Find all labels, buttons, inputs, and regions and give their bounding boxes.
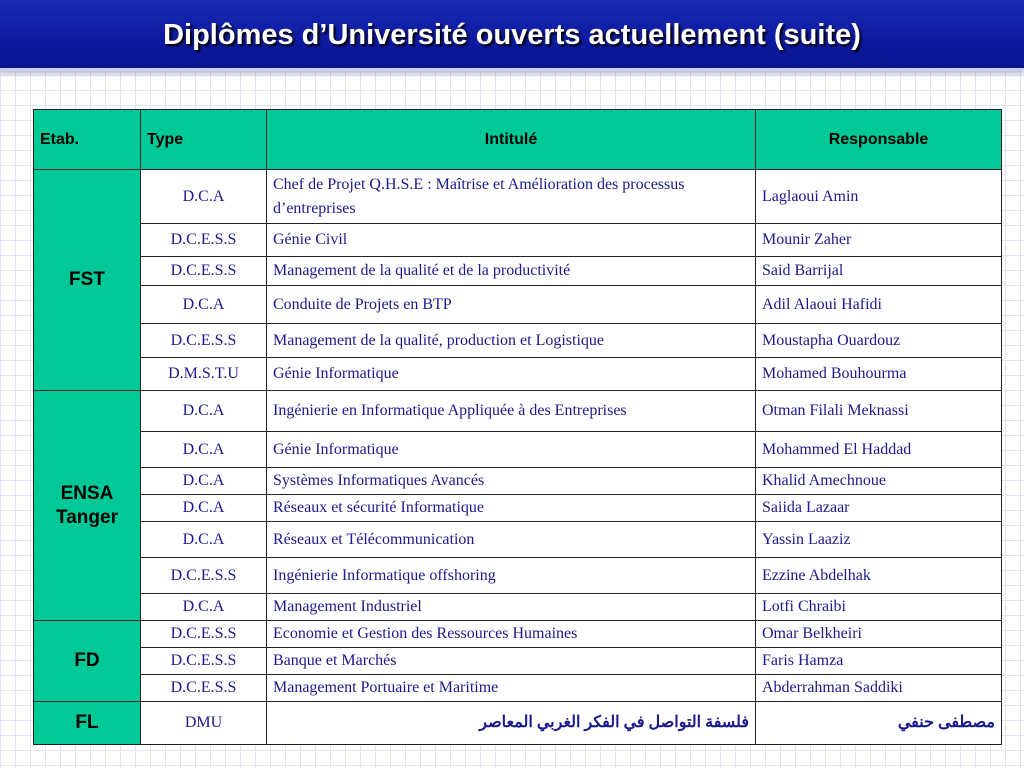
responsable-cell: Omar Belkheiri xyxy=(756,621,1002,648)
responsable-cell: Abderrahman Saddiki xyxy=(756,675,1002,702)
type-cell: D.C.A xyxy=(141,495,267,522)
intitule-cell: Réseaux et Télécommunication xyxy=(267,522,756,558)
diplomas-table xyxy=(33,109,1002,745)
responsable-cell: Saiida Lazaar xyxy=(756,495,1002,522)
type-cell: D.C.A xyxy=(141,391,267,432)
type-cell: D.C.A xyxy=(141,594,267,621)
header-type: Type xyxy=(141,110,267,170)
intitule-cell: Génie Informatique xyxy=(267,432,756,468)
type-cell: D.C.E.S.S xyxy=(141,224,267,257)
etab-cell-ensa-tanger: ENSA Tanger xyxy=(34,391,141,621)
responsable-cell: Said Barrijal xyxy=(756,257,1002,286)
type-cell: D.C.E.S.S xyxy=(141,324,267,358)
table-row xyxy=(34,432,1002,468)
table-row xyxy=(34,558,1002,594)
responsable-cell: Adil Alaoui Hafidi xyxy=(756,286,1002,324)
etab-cell-fst: FST xyxy=(34,170,141,391)
type-cell: D.C.A xyxy=(141,468,267,495)
responsable-cell: Yassin Laaziz xyxy=(756,522,1002,558)
table-row xyxy=(34,170,1002,224)
responsable-cell: Otman Filali Meknassi xyxy=(756,391,1002,432)
etab-cell-fl: FL xyxy=(34,702,141,745)
intitule-cell: Conduite de Projets en BTP xyxy=(267,286,756,324)
responsable-cell: Mohamed Bouhourma xyxy=(756,358,1002,391)
responsable-cell: Mounir Zaher xyxy=(756,224,1002,257)
header-intitule: Intitulé xyxy=(267,110,756,170)
responsable-cell: Moustapha Ouardouz xyxy=(756,324,1002,358)
intitule-cell-arabic: فلسفة التواصل في الفكر الغربي المعاصر xyxy=(267,702,756,745)
intitule-cell: Réseaux et sécurité Informatique xyxy=(267,495,756,522)
table-row xyxy=(34,702,1002,745)
table-row xyxy=(34,324,1002,358)
intitule-cell: Banque et Marchés xyxy=(267,648,756,675)
intitule-cell: Ingénierie en Informatique Appliquée à des Entreprises xyxy=(267,391,756,432)
table-row xyxy=(34,224,1002,257)
type-cell: D.C.E.S.S xyxy=(141,257,267,286)
responsable-cell: Ezzine Abdelhak xyxy=(756,558,1002,594)
intitule-cell: Economie et Gestion des Ressources Humaines xyxy=(267,621,756,648)
etab-cell-fd: FD xyxy=(34,621,141,702)
table-row xyxy=(34,391,1002,432)
type-cell: D.C.E.S.S xyxy=(141,558,267,594)
responsable-cell: Laglaoui Amin xyxy=(756,170,1002,224)
type-cell: D.C.A xyxy=(141,170,267,224)
type-cell: D.C.E.S.S xyxy=(141,621,267,648)
intitule-cell: Chef de Projet Q.H.S.E : Maîtrise et Amélioration des processus d’entreprises xyxy=(267,170,756,224)
table-row xyxy=(34,495,1002,522)
type-cell: D.C.E.S.S xyxy=(141,648,267,675)
intitule-cell: Génie Civil xyxy=(267,224,756,257)
responsable-cell: Faris Hamza xyxy=(756,648,1002,675)
slide-title: Diplômes d’Université ouverts actuellement (suite) xyxy=(163,19,861,51)
table-row xyxy=(34,257,1002,286)
intitule-cell: Management de la qualité, production et Logistique xyxy=(267,324,756,358)
intitule-cell: Systèmes Informatiques Avancés xyxy=(267,468,756,495)
type-cell: D.M.S.T.U xyxy=(141,358,267,391)
responsable-cell-arabic: مصطفى حنفي xyxy=(756,702,1002,745)
table-row xyxy=(34,594,1002,621)
responsable-cell: Mohammed El Haddad xyxy=(756,432,1002,468)
type-cell: D.C.E.S.S xyxy=(141,675,267,702)
table-row xyxy=(34,675,1002,702)
intitule-cell: Management Industriel xyxy=(267,594,756,621)
table-row xyxy=(34,522,1002,558)
type-cell: D.C.A xyxy=(141,432,267,468)
header-responsable: Responsable xyxy=(756,110,1002,170)
intitule-cell: Management de la qualité et de la productivité xyxy=(267,257,756,286)
table-row xyxy=(34,358,1002,391)
table-row xyxy=(34,621,1002,648)
table-row xyxy=(34,286,1002,324)
responsable-cell: Lotfi Chraibi xyxy=(756,594,1002,621)
table-row xyxy=(34,468,1002,495)
header-row xyxy=(34,110,1002,170)
type-cell: D.C.A xyxy=(141,522,267,558)
intitule-cell: Management Portuaire et Maritime xyxy=(267,675,756,702)
intitule-cell: Ingénierie Informatique offshoring xyxy=(267,558,756,594)
responsable-cell: Khalid Amechnoue xyxy=(756,468,1002,495)
intitule-cell: Génie Informatique xyxy=(267,358,756,391)
type-cell: DMU xyxy=(141,702,267,745)
table-row xyxy=(34,648,1002,675)
title-bar xyxy=(0,0,1024,71)
type-cell: D.C.A xyxy=(141,286,267,324)
header-etab: Etab. xyxy=(34,110,141,170)
